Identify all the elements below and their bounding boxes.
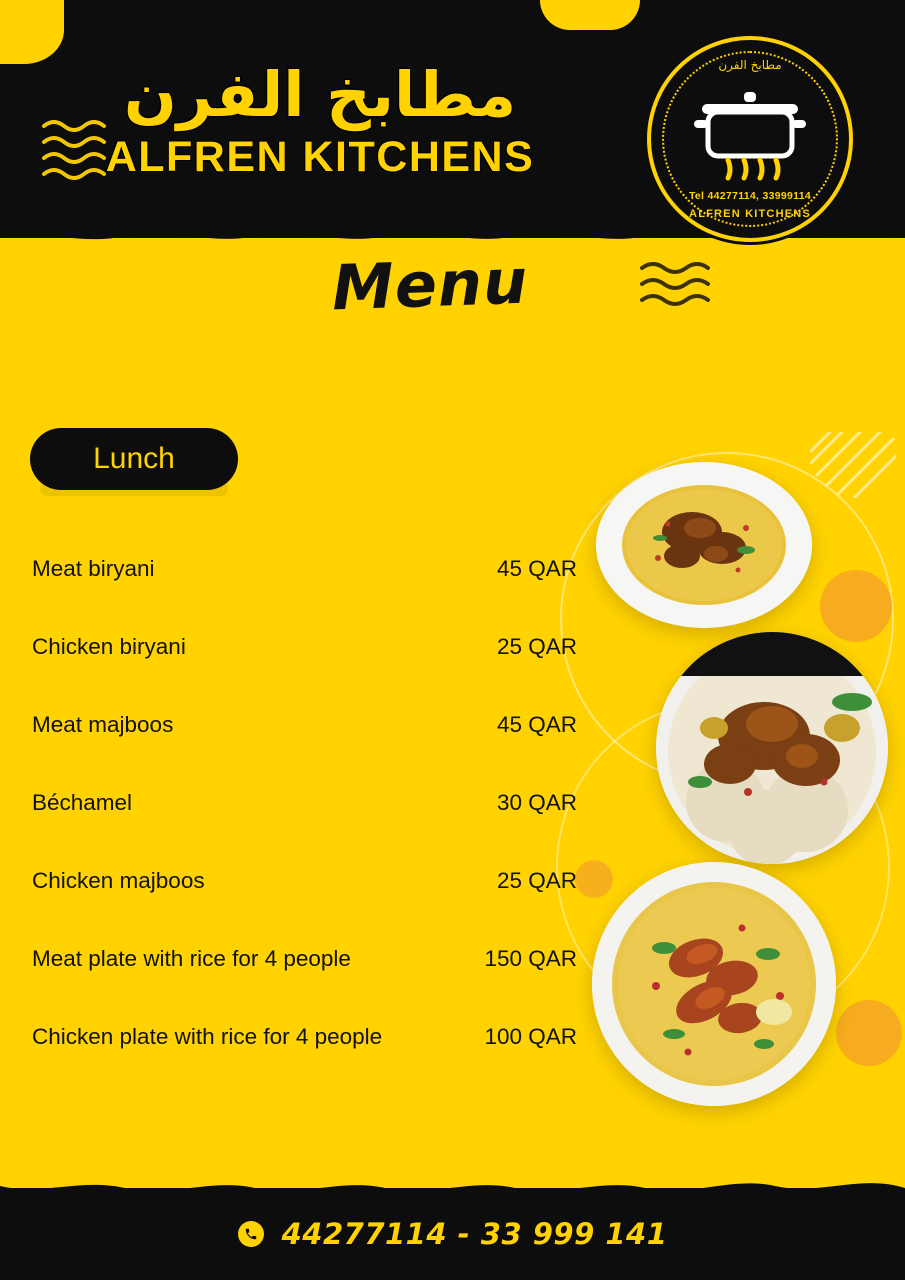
page-title: Menu [330,244,530,325]
menu-item-row [32,868,577,946]
menu-item-name: Chicken plate with rice for 4 people [32,1024,383,1049]
logo [647,36,853,242]
menu-item-row [32,712,577,790]
food-photo-2 [656,632,888,864]
corner-decoration-top [540,0,640,30]
menu-item-name: Chicken biryani [32,634,186,659]
menu-list [32,556,577,1102]
logo-name-text: ALFREN KITCHENS [689,208,811,220]
menu-item-price: 45 QAR [496,556,577,581]
menu-item-price: 25 QAR [496,634,577,659]
menu-item-price: 30 QAR [496,790,577,815]
menu-item-name: Béchamel [32,790,133,815]
menu-item-row [32,556,577,634]
brand-block [0,58,640,182]
footer-phone-number: 44277114 - 33 999 141 [281,1217,668,1251]
food-photo-1 [596,462,812,628]
menu-item-price: 25 QAR [496,868,577,893]
menu-item-price: 100 QAR [484,1024,577,1049]
section-header-label: Lunch [93,442,175,475]
brand-name-arabic: مطابخ الفرن [123,58,517,131]
orange-dot-decoration-2 [836,1000,902,1066]
menu-item-row [32,1024,577,1102]
menu-item-name: Meat majboos [32,712,174,737]
menu-item-name: Meat biryani [32,556,155,581]
menu-item-row [32,790,577,868]
menu-item-row [32,946,577,1024]
phone-icon [238,1221,264,1247]
food-photo-3 [592,862,836,1106]
menu-item-row [32,634,577,712]
brand-name-english: ALFREN KITCHENS [105,133,535,182]
menu-item-name: Chicken majboos [32,868,205,893]
section-header-lunch [30,428,238,490]
hatch-lines-decoration [810,432,896,498]
logo-arabic-text: مطابخ الفرن [718,58,782,72]
menu-item-name: Meat plate with rice for 4 people [32,946,351,971]
menu-item-price: 150 QAR [484,946,577,971]
logo-phone-text: Tel 44277114, 33999114 [688,190,812,202]
cooking-pot-icon [690,86,810,186]
menu-item-price: 45 QAR [496,712,577,737]
footer-content [0,1188,905,1280]
